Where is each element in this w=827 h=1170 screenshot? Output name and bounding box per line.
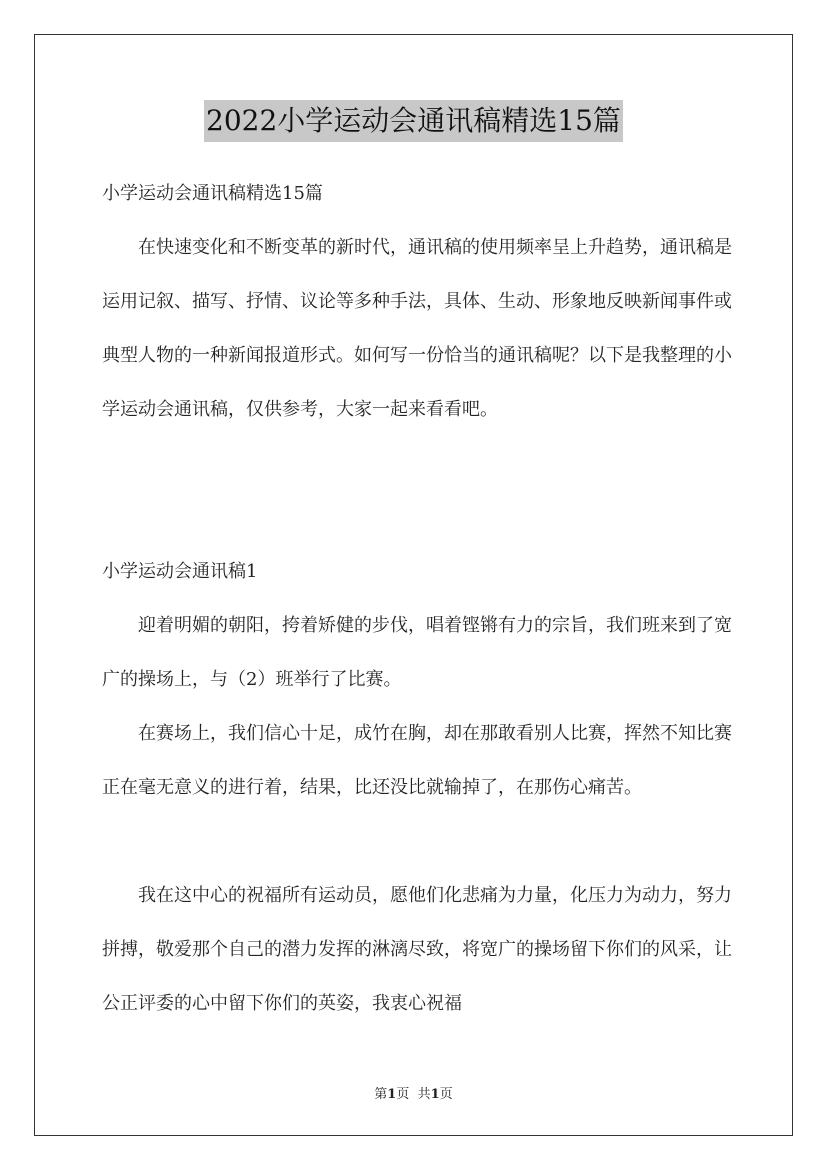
- footer-total-number: 1: [430, 1087, 440, 1102]
- intro-paragraph: 在快速变化和不断变革的新时代，通讯稿的使用频率呈上升趋势，通讯稿是运用记叙、描写、抒情、议论等多种手法，具体、生动、形象地反映新闻事件或典型人物的一种新闻报道形式。如何写一份恰当的通讯稿呢？以下是我整理的小学运动会通讯稿，仅供参考，大家一起来看看吧。: [102, 237, 732, 420]
- section-heading: 小学运动会通讯稿1: [102, 561, 258, 582]
- footer-total-suffix: 页: [439, 1087, 453, 1102]
- subtitle: 小学运动会通讯稿精选15篇: [102, 183, 323, 204]
- footer-page-suffix: 页: [396, 1087, 410, 1102]
- footer-page-prefix: 第: [374, 1087, 388, 1102]
- body-paragraph-3: 我在这中心的祝福所有运动员，愿他们化悲痛为力量，化压力为动力，努力拼搏，敬爱那个自己的潜力发挥的淋漓尽致，将宽广的操场留下你们的风采，让公正评委的心中留下你们的英姿，我衷心祝福: [102, 885, 732, 1014]
- body-paragraph-2: 在赛场上，我们信心十足，成竹在胸，却在那敢看别人比赛，挥然不知比赛正在毫无意义的进行着，结果，比还没比就输掉了，在那伤心痛苦。: [102, 723, 732, 798]
- footer-page-number: 1: [387, 1087, 397, 1102]
- page-footer: [0, 1083, 827, 1102]
- document-title: 2022小学运动会通讯稿精选15篇: [204, 100, 623, 142]
- title-container: [0, 100, 827, 142]
- body-paragraph-1: 迎着明媚的朝阳，挎着矫健的步伐，唱着铿锵有力的宗旨，我们班来到了宽广的操场上，与（2）班举行了比赛。: [102, 615, 732, 690]
- footer-total-prefix: 共: [417, 1087, 431, 1102]
